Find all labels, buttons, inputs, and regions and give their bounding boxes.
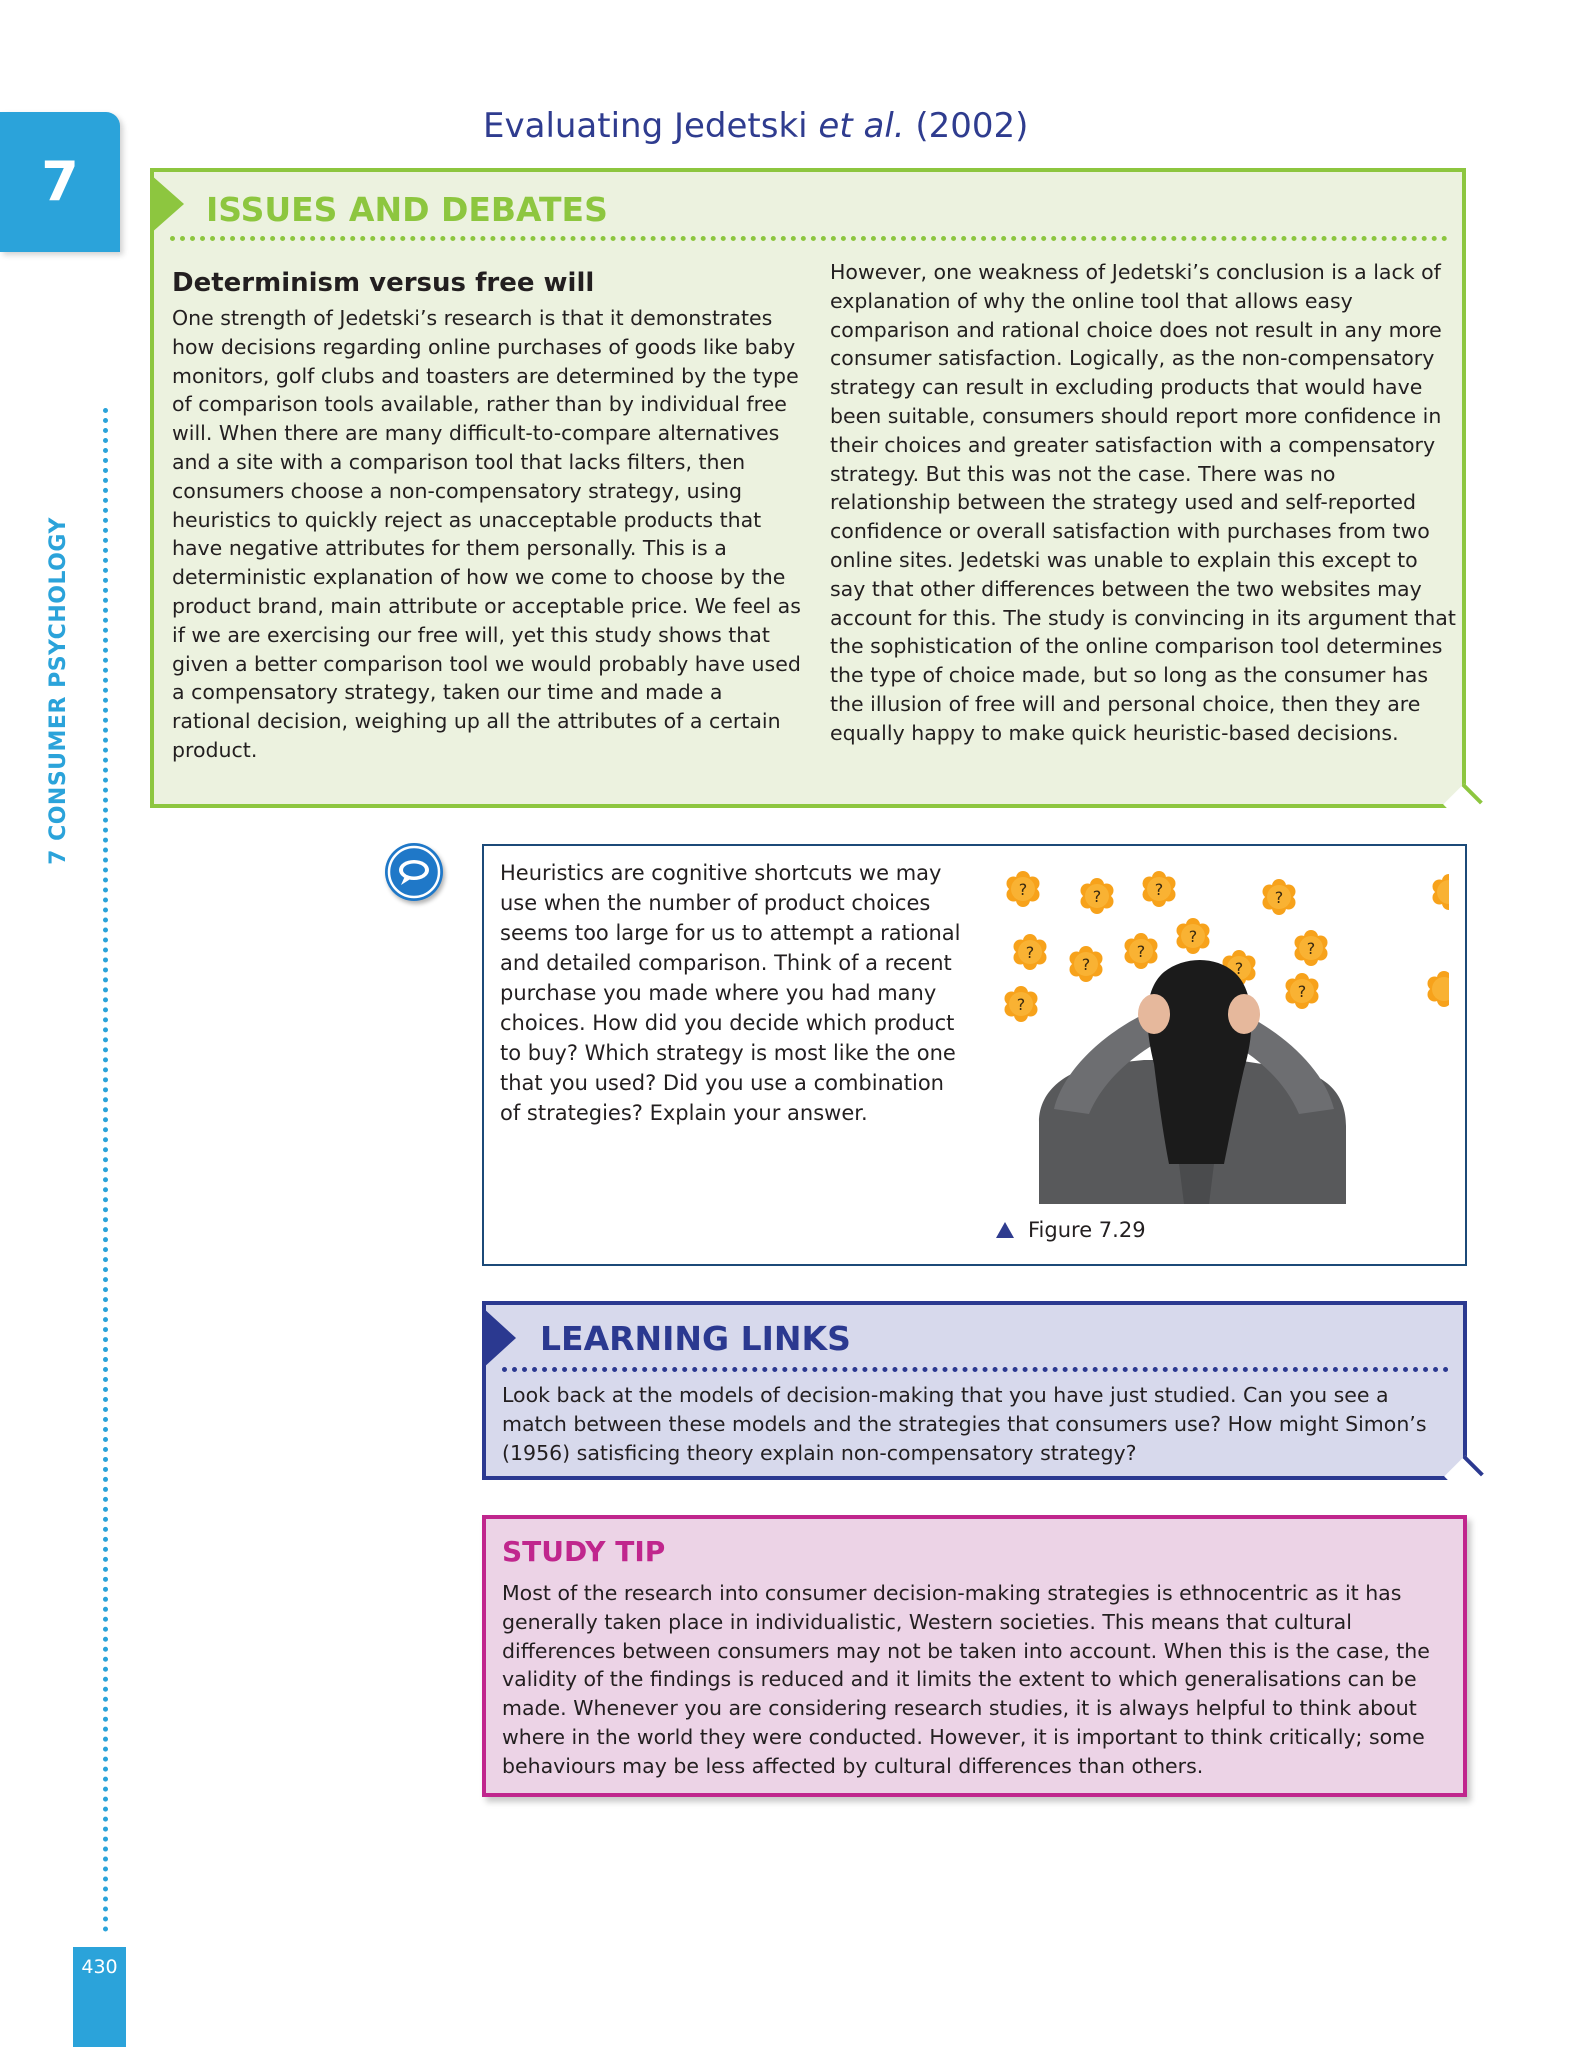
svg-text:?: ?: [1297, 982, 1307, 1001]
question-flower: [1125, 933, 1158, 969]
issues-divider: [170, 236, 1448, 241]
svg-text:?: ?: [1274, 888, 1284, 907]
learning-links-title: LEARNING LINKS: [540, 1319, 851, 1358]
links-arrow-icon: [482, 1307, 516, 1369]
question-flower: [1263, 879, 1296, 915]
question-flower: [1005, 986, 1038, 1022]
question-flower: [1143, 871, 1176, 907]
corner-cut: [1443, 783, 1483, 823]
learning-links-divider: [502, 1367, 1449, 1372]
learning-links-box: [482, 1301, 1467, 1480]
learning-links-text: Look back at the models of decision-making that you have just studied. Can you see a match between these models and the strategies that consumers use? How might Simon’s (1956) satisficing theory explain non-compensatory strategy?: [502, 1383, 1427, 1465]
issues-title: ISSUES AND DEBATES: [206, 190, 608, 229]
question-flower: [1286, 973, 1319, 1009]
page-title-suffix: (2002): [904, 106, 1029, 146]
svg-text:?: ?: [1018, 880, 1028, 899]
issues-left-column: [172, 268, 802, 765]
study-tip-text: Most of the research into consumer decision-making strategies is ethnocentric as it has generally taken place in individualistic, Western societies. This means that cultural differences between consumers may not be taken into account. When this is the case, the validity of the findings is reduced and it limits the extent to which generalisations can be made. Whenever you are considering research studies, it is always helpful to think about where in the world they were conducted. However, it is important to think critically; some behaviours may be less affected by cultural differences than others.: [502, 1581, 1430, 1778]
svg-text:?: ?: [1306, 939, 1316, 958]
study-tip-box: [482, 1515, 1467, 1797]
svg-text:?: ?: [1136, 942, 1146, 961]
question-flower: [1070, 946, 1103, 982]
spine-chapter-text: 7 CONSUMER PSYCHOLOGY: [46, 517, 71, 865]
study-tip-title: STUDY TIP: [502, 1535, 666, 1568]
question-flower: [1007, 871, 1040, 907]
question-flower: [1433, 874, 1450, 910]
issues-right-column: [830, 258, 1456, 748]
question-flower: [1014, 934, 1047, 970]
svg-text:?: ?: [1025, 943, 1035, 962]
svg-text:?: ?: [1188, 927, 1198, 946]
svg-text:?: ?: [1092, 887, 1102, 906]
page-number: 430: [73, 1947, 126, 2047]
question-flower: [1081, 878, 1114, 914]
page-title-italic: et al.: [818, 106, 905, 146]
svg-text:?: ?: [1081, 955, 1091, 974]
svg-text:?: ?: [1154, 880, 1164, 899]
figure-7-29-image: [994, 864, 1449, 1204]
chapter-tab: 7: [0, 112, 120, 252]
question-flower: [1295, 930, 1328, 966]
speech-bubble-icon: [385, 843, 443, 901]
page-title: [483, 106, 1028, 146]
issues-arrow-icon: [150, 174, 184, 234]
figure-caption-text: Figure 7.29: [1028, 1218, 1146, 1242]
svg-text:?: ?: [1016, 995, 1026, 1014]
question-flower: [1177, 918, 1210, 954]
svg-text:?: ?: [1234, 959, 1244, 978]
question-flower: [1428, 971, 1450, 1007]
page-title-prefix: Evaluating Jedetski: [483, 106, 819, 146]
issues-subheading: Determinism versus free will: [172, 268, 595, 298]
issues-right-text: However, one weakness of Jedetski’s conclusion is a lack of explanation of why the online tool that allows easy comparison and rational choice does not result in any more consumer satisfaction. Logically, as the non-compensatory strategy can result in excluding products that would have been suitable, consumers should report more confidence in their choices and greater satisfaction with a compensatory strategy. But this was not the case. There was no relationship between the strategy used and self-reported confidence or overall satisfaction with purchases from two online sites. Jedetski was unable to explain this except to say that other differences between the two websites may account for this. The study is convincing in its argument that the sophistication of the online comparison tool determines the type of choice made, but so long as the consumer has the illusion of free will and personal choice, then they are equally happy to make quick heuristic-based decisions.: [830, 260, 1456, 745]
issues-and-debates-box: [150, 168, 1466, 808]
discussion-text: Heuristics are cognitive shortcuts we may use when the number of product choices seems too large for us to attempt a rational and detailed comparison. Think of a recent purchase you made where you had many choices. How did you decide which product to buy? Which strategy is most like the one that you used? Did you use a combination of strategies? Explain your answer.: [500, 861, 961, 1125]
triangle-icon: [996, 1222, 1014, 1238]
spine-dotted-line: [103, 408, 108, 1933]
issues-left-text: One strength of Jedetski’s research is that it demonstrates how decisions regarding online purchases of goods like baby monitors, golf clubs and toasters are determined by the type of comparison tools available, rather than by individual free will. When there are many difficult-to-compare alternatives and a site with a comparison tool that lacks filters, then consumers choose a non-compensatory strategy, using heuristics to quickly reject as unacceptable products that have negative attributes for them personally. This is a deterministic explanation of how we come to choose by the product brand, main attribute or acceptable price. We feel as if we are exercising our free will, yet this study shows that given a better comparison tool we would probably have used a compensatory strategy, taken our time and made a rational decision, weighing up all the attributes of a certain product.: [172, 306, 801, 762]
figure-caption: [996, 1218, 1146, 1242]
discussion-box: [482, 844, 1467, 1266]
